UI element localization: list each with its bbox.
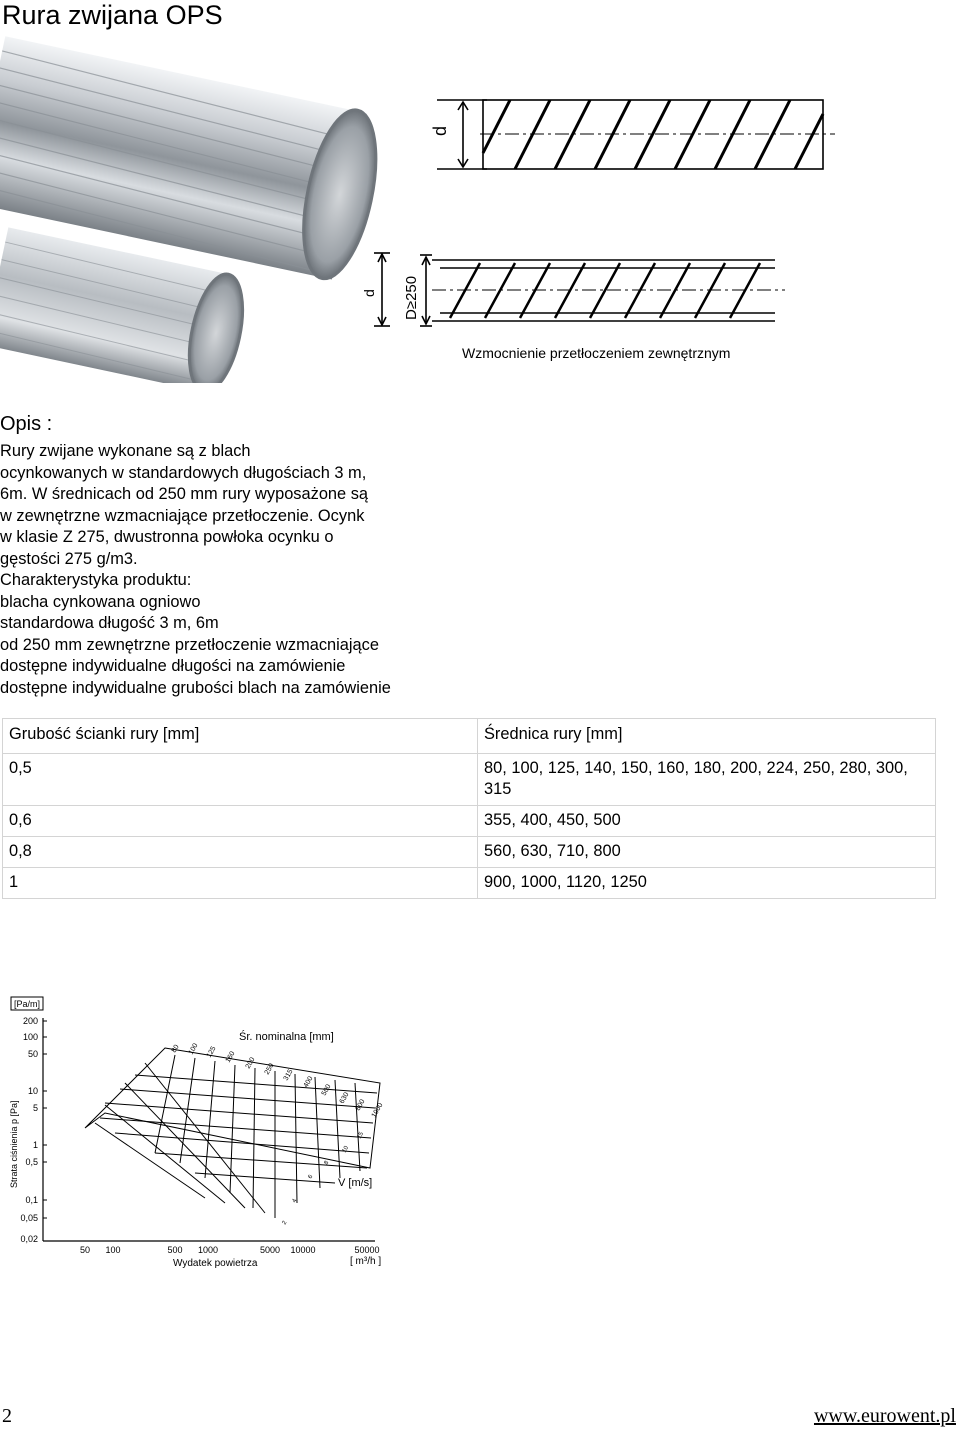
feature-item: dostępne indywidualne grubości blach na zamówienie bbox=[0, 678, 391, 697]
table-header-row bbox=[3, 719, 936, 754]
velocity-value: 10 bbox=[341, 1145, 351, 1154]
y-tick-label: 0,02 bbox=[20, 1234, 38, 1244]
description-line: w zewnętrzne wzmacniające przetłoczenie. Ocynk bbox=[0, 506, 365, 525]
diameter-value: 200 bbox=[244, 1056, 257, 1070]
diameter-value: 250 bbox=[263, 1062, 276, 1076]
diameter-cell: 80, 100, 125, 140, 150, 160, 180, 200, 224, 250, 280, 300, 315 bbox=[478, 754, 936, 806]
velocity-value: 2 bbox=[281, 1220, 289, 1226]
page-title: Rura zwijana OPS bbox=[2, 0, 223, 30]
y-tick-label: 1 bbox=[32, 1140, 38, 1150]
header-thickness: Grubość ścianki rury [mm] bbox=[3, 719, 478, 754]
description-line: w klasie Z 275, dwustronna powłoka ocynku o bbox=[0, 528, 334, 546]
x-axis-label: Wydatek powietrza bbox=[173, 1258, 258, 1269]
thickness-cell: 0,5 bbox=[3, 754, 478, 806]
table-row bbox=[3, 868, 936, 899]
duct-technical-diagram bbox=[361, 90, 840, 340]
x-unit-label: [ m³/h ] bbox=[350, 1256, 382, 1267]
page-number: 2 bbox=[2, 1405, 12, 1427]
x-tick-label: 50000 bbox=[354, 1245, 380, 1255]
table-row bbox=[3, 754, 936, 806]
diameter-value: 160 bbox=[224, 1050, 237, 1064]
x-tick-label: 50 bbox=[79, 1245, 91, 1255]
x-tick-label: 1000 bbox=[197, 1245, 219, 1255]
diameter-value: 80 bbox=[170, 1043, 181, 1054]
pressure-loss-nomogram bbox=[5, 993, 390, 1273]
velocity-value: 8 bbox=[323, 1160, 331, 1166]
features-heading: Charakterystyka produktu: bbox=[0, 571, 192, 589]
spec-table bbox=[2, 718, 936, 899]
description-block bbox=[0, 441, 470, 699]
diameter-value: 100 bbox=[187, 1042, 200, 1056]
x-tick-label: 10000 bbox=[290, 1245, 316, 1255]
y-tick-label: 0,05 bbox=[20, 1213, 38, 1223]
diagram-caption: Wzmocnienie przetłoczeniem zewnętrznym bbox=[462, 345, 731, 361]
table-row bbox=[3, 806, 936, 837]
y-tick-label: 100 bbox=[22, 1032, 38, 1042]
diameter-value: 500 bbox=[320, 1083, 333, 1097]
table-row bbox=[3, 837, 936, 868]
x-tick-label: 100 bbox=[105, 1245, 121, 1255]
diameter-cell: 355, 400, 450, 500 bbox=[478, 806, 936, 837]
header-diameter: Średnica rury [mm] bbox=[478, 719, 936, 754]
x-tick-label: 5000 bbox=[259, 1245, 281, 1255]
description-line: Rury zwijane wykonane są z blach bbox=[0, 442, 251, 460]
description-heading: Opis : bbox=[0, 413, 53, 435]
diameter-value: 630 bbox=[338, 1091, 351, 1105]
y-tick-label: 50 bbox=[27, 1049, 38, 1059]
y-tick-label: 5 bbox=[32, 1103, 38, 1113]
description-line: 6m. W średnicach od 250 mm rury wyposażone są bbox=[0, 485, 369, 503]
feature-item: standardowa długość 3 m, 6m bbox=[0, 614, 219, 632]
thickness-cell: 0,6 bbox=[3, 806, 478, 837]
feature-item: blacha cynkowana ogniowo bbox=[0, 592, 201, 611]
velocity-value: 4 bbox=[291, 1198, 299, 1204]
diameter-cell: 900, 1000, 1120, 1250 bbox=[478, 868, 936, 899]
thickness-cell: 0,8 bbox=[3, 837, 478, 868]
feature-item: od 250 mm zewnętrzne przetłoczenie wzmacniające bbox=[0, 635, 379, 654]
description-line: gęstości 275 g/m3. bbox=[0, 549, 138, 568]
diameter-value: 1000 bbox=[370, 1102, 385, 1119]
diameter-label-outer: D≥250 bbox=[403, 275, 420, 320]
x-tick-label: 500 bbox=[167, 1245, 183, 1255]
diameter-label-top: d bbox=[430, 125, 450, 136]
velocity-value: 6 bbox=[307, 1174, 315, 1180]
feature-item: dostępne indywidualne długości na zamówienie bbox=[0, 657, 346, 675]
y-unit-label: [Pa/m] bbox=[14, 999, 41, 1009]
diameter-value: 400 bbox=[302, 1075, 315, 1089]
diameter-value: 125 bbox=[205, 1045, 218, 1059]
diameter-value: 315 bbox=[282, 1068, 295, 1082]
y-tick-label: 0,5 bbox=[25, 1157, 38, 1167]
velocity-label: V [m/s] bbox=[338, 1177, 373, 1189]
diameter-cell: 560, 630, 710, 800 bbox=[478, 837, 936, 868]
y-tick-label: 200 bbox=[22, 1016, 38, 1026]
y-tick-label: 10 bbox=[27, 1086, 38, 1096]
y-tick-label: 0,1 bbox=[25, 1195, 38, 1205]
description-line: ocynkowanych w standardowych długościach 3 m, bbox=[0, 463, 367, 482]
diameter-scale-label: Śr. nominalna [mm] bbox=[239, 1031, 334, 1043]
thickness-cell: 1 bbox=[3, 868, 478, 899]
diameter-label-inner: d bbox=[361, 289, 377, 297]
website-link[interactable]: www.eurowent.pl bbox=[813, 1405, 956, 1427]
duct-photo bbox=[12, 48, 367, 403]
diameter-value: 800 bbox=[354, 1098, 367, 1112]
y-axis-label: Strata ciśnienia p [Pa] bbox=[9, 1100, 19, 1188]
velocity-value: 15 bbox=[356, 1131, 366, 1140]
